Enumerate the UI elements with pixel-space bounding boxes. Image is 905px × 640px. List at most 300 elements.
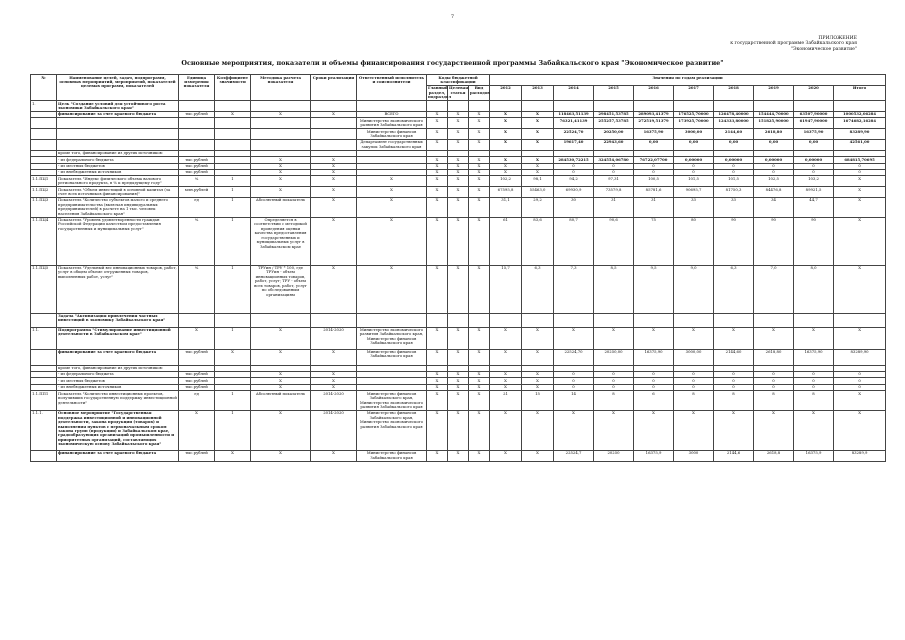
row-name: кроме того, финансирование из других источников: — [57, 150, 179, 156]
row-executor: Министерство финансов Забайкальского края — [357, 349, 427, 365]
row-year-value: Х — [674, 410, 714, 450]
row-period: Х — [311, 111, 357, 117]
row-year-value: 90,6 — [594, 217, 634, 265]
row-year-value: 0 — [794, 378, 834, 384]
row-code-main: Х — [427, 265, 448, 313]
row-year-value: 22524,70 — [554, 349, 594, 365]
row-year-value: 0,00 — [794, 139, 834, 150]
appendix-note — [637, 36, 857, 52]
row-year-value: 0 — [794, 163, 834, 169]
row-unit: Х — [179, 410, 215, 450]
row-code-type: Х — [469, 378, 490, 384]
row-year-value: 6,3 — [714, 265, 754, 313]
table-row — [31, 139, 886, 150]
header-year-2012: 2012 — [490, 85, 522, 100]
row-year-value — [714, 313, 754, 327]
row-year-value: 0 — [754, 384, 794, 390]
appendix-line-3: "Экономическое развитие" — [790, 46, 857, 52]
row-executor — [357, 101, 427, 112]
row-year-value: 14 — [554, 391, 594, 411]
row-year-value: Х — [490, 384, 522, 390]
row-year-value: 0,00000 — [794, 157, 834, 163]
row-method: Абсолютный показатель — [251, 197, 311, 217]
row-unit: % — [179, 217, 215, 265]
row-name: Задача "Активизация привлечения частных инвестиций в экономику Забайкальского края" — [57, 313, 179, 327]
row-year-value — [674, 101, 714, 112]
row-year-value: Х — [522, 157, 554, 163]
row-year-value: 0,00 — [754, 139, 794, 150]
row-total: 0 — [834, 371, 886, 377]
row-year-value: 16375,90 — [794, 349, 834, 365]
row-unit — [179, 118, 215, 129]
row-year-value: Х — [522, 327, 554, 349]
row-year-value: Х — [490, 163, 522, 169]
row-year-value: Х — [490, 327, 522, 349]
row-year-value: 90 — [754, 217, 794, 265]
row-code-main: Х — [427, 450, 448, 461]
row-year-value: 0,00 — [634, 139, 674, 150]
row-year-value: 9,0 — [674, 265, 714, 313]
row-year-value: 61 — [490, 217, 522, 265]
row-code-target: Х — [448, 378, 469, 384]
row-year-value: Х — [522, 139, 554, 150]
row-code-target: Х — [448, 371, 469, 377]
row-year-value — [634, 313, 674, 327]
row-year-value: 29,2 — [522, 197, 554, 217]
row-unit: млн.рублей — [179, 187, 215, 198]
row-executor: Х — [357, 265, 427, 313]
header-executor: Ответственный исполнитель и соисполнители — [357, 75, 427, 101]
table-row — [31, 391, 886, 411]
row-year-value: 76722,07700 — [634, 157, 674, 163]
row-method: Х — [251, 450, 311, 461]
row-year-value: 34 — [754, 197, 794, 217]
row-period: Х — [311, 169, 357, 175]
appendix-line-2: к государственной программе Забайкальского края — [730, 41, 857, 47]
row-year-value: Х — [522, 163, 554, 169]
row-year-value: Х — [522, 410, 554, 450]
row-year-value: 30 — [554, 197, 594, 217]
row-year-value: 0,00000 — [714, 157, 754, 163]
row-year-value: 20250,00 — [594, 349, 634, 365]
row-coef: 1 — [215, 176, 251, 187]
row-period — [311, 139, 357, 150]
row-year-value: 2144,60 — [714, 349, 754, 365]
row-year-value: 8 — [754, 391, 794, 411]
row-code-target: Х — [448, 384, 469, 390]
row-coef: 1 — [215, 410, 251, 450]
row-method: Определяется в соответствии с методикой проведения оценки качества предоставления государственных и муниципальных услуг в Забайкальском крае — [251, 217, 311, 265]
row-year-value: 0,00 — [674, 139, 714, 150]
row-code-main: Х — [427, 111, 448, 117]
row-year-value: Х — [594, 410, 634, 450]
row-coef — [215, 101, 251, 112]
row-year-value: 0 — [754, 378, 794, 384]
row-year-value: 3000 — [674, 450, 714, 461]
table-row — [31, 101, 886, 112]
row-total: Х — [834, 327, 886, 349]
row-code-target: Х — [448, 176, 469, 187]
row-number: 1.1.1. — [31, 410, 57, 450]
row-year-value: 80 — [674, 217, 714, 265]
row-year-value: 0 — [714, 163, 754, 169]
row-year-value: 0 — [634, 378, 674, 384]
row-year-value: 7,0 — [754, 265, 794, 313]
row-year-value: Х — [522, 378, 554, 384]
row-name: Цель "Создание условий для устойчивого роста экономики Забайкальского края" — [57, 101, 179, 112]
row-year-value: 0 — [794, 384, 834, 390]
row-method: Х — [251, 176, 311, 187]
row-code-type: Х — [469, 450, 490, 461]
row-name: кроме того, финансирование из других источников: — [57, 365, 179, 371]
header-code-type: Вид расходов — [469, 85, 490, 100]
row-coef: Х — [215, 111, 251, 117]
row-period: 2014-2020 — [311, 327, 357, 349]
row-year-value: 101,5 — [714, 176, 754, 187]
row-year-value: 2144,6 — [714, 450, 754, 461]
row-period: Х — [311, 217, 357, 265]
row-code-main: Х — [427, 197, 448, 217]
row-year-value — [490, 101, 522, 112]
row-year-value: 0 — [714, 384, 754, 390]
row-year-value: 15 — [522, 391, 554, 411]
row-total: 1000532,06284 — [834, 111, 886, 117]
row-code-main: Х — [427, 349, 448, 365]
row-period — [311, 129, 357, 140]
row-year-value: 33 — [674, 197, 714, 217]
row-code-type: Х — [469, 163, 490, 169]
row-coef: 1 — [215, 265, 251, 313]
row-code-main: Х — [427, 118, 448, 129]
row-method: Х — [251, 111, 311, 117]
row-period: Х — [311, 157, 357, 163]
row-year-value: 8 — [594, 391, 634, 411]
row-total: 83289,90 — [834, 129, 886, 140]
row-year-value: 97,31 — [594, 176, 634, 187]
row-year-value: 0 — [634, 384, 674, 390]
row-code-type: Х — [469, 265, 490, 313]
row-code-type: Х — [469, 169, 490, 175]
row-name: Показатель "Удельный вес инновационных товаров, работ, услуг в общем объеме отгруженных товаров, выполненных работ, услуг" — [57, 265, 179, 313]
row-year-value: Х — [714, 327, 754, 349]
row-executor — [357, 313, 427, 327]
row-code-target: Х — [448, 327, 469, 349]
row-year-value: 8 — [794, 391, 834, 411]
row-number: 1.1.ПЦ1 — [31, 176, 57, 187]
row-year-value: 75 — [634, 217, 674, 265]
row-method: Х — [251, 349, 311, 365]
row-number — [31, 139, 57, 150]
row-code-target — [448, 313, 469, 327]
row-total: 42561,00 — [834, 139, 886, 150]
row-year-value: 0 — [594, 371, 634, 377]
row-code-type: Х — [469, 391, 490, 411]
row-total: Х — [834, 197, 886, 217]
row-code-main: Х — [427, 391, 448, 411]
row-year-value: Х — [554, 327, 594, 349]
row-year-value: 0 — [714, 169, 754, 175]
row-year-value: 272519,51379 — [634, 118, 674, 129]
row-total — [834, 313, 886, 327]
row-method — [251, 101, 311, 112]
row-period — [311, 101, 357, 112]
row-year-value: Х — [490, 139, 522, 150]
row-year-value: Х — [634, 410, 674, 450]
row-unit — [179, 139, 215, 150]
row-year-value: Х — [490, 157, 522, 163]
row-coef — [215, 118, 251, 129]
row-name: Показатель "Объем инвестиций в основной капитал (за счет всех источников финансирования)" — [57, 187, 179, 198]
row-year-value: Х — [490, 111, 522, 117]
row-year-value — [674, 313, 714, 327]
row-year-value: Х — [522, 111, 554, 117]
header-code-main: Главный раздел, подраздел — [428, 85, 452, 100]
row-year-value: 31 — [594, 197, 634, 217]
row-period — [311, 118, 357, 129]
row-code-target: Х — [448, 157, 469, 163]
row-year-value: 0 — [674, 169, 714, 175]
row-total: 83289,9 — [834, 450, 886, 461]
row-year-value: Х — [674, 327, 714, 349]
row-year-value: 0 — [754, 371, 794, 377]
row-code-main — [427, 313, 448, 327]
row-number: 1.1.ПП1 — [31, 391, 57, 411]
row-unit — [179, 101, 215, 112]
row-year-value: 63507,90000 — [794, 111, 834, 117]
row-number: 1.1.ПЦ5 — [31, 265, 57, 313]
header-year-2020: 2020 — [794, 85, 834, 100]
row-code-target — [448, 101, 469, 112]
row-total — [834, 101, 886, 112]
header-year-2013: 2013 — [522, 85, 554, 100]
row-year-value: 21 — [490, 391, 522, 411]
row-code-type: Х — [469, 176, 490, 187]
row-code-type: Х — [469, 384, 490, 390]
row-year-value — [754, 313, 794, 327]
table-row — [31, 118, 886, 129]
row-year-value: 31,1 — [490, 197, 522, 217]
row-executor: Х — [357, 217, 427, 265]
row-year-value: 55463,0 — [522, 187, 554, 198]
row-year-value: 0 — [554, 169, 594, 175]
row-year-value: 0 — [794, 169, 834, 175]
row-year-value: 22943,60 — [594, 139, 634, 150]
row-year-value: 324554,06780 — [594, 157, 634, 163]
row-year-value: Х — [714, 410, 754, 450]
row-year-value: 284530,72215 — [554, 157, 594, 163]
row-year-value: Х — [634, 327, 674, 349]
row-code-target: Х — [448, 391, 469, 411]
row-year-value: 255257,53785 — [594, 118, 634, 129]
row-code-main: Х — [427, 217, 448, 265]
appendix-line-1: ПРИЛОЖЕНИЕ — [818, 36, 857, 41]
row-year-value — [594, 313, 634, 327]
row-year-value: 2618,8 — [754, 450, 794, 461]
row-year-value: 94,2 — [554, 176, 594, 187]
row-year-value — [490, 313, 522, 327]
row-code-main: Х — [427, 384, 448, 390]
row-executor: Министерство финансов Забайкальского края, Министерство экономического развития Забайкальского края — [357, 410, 427, 450]
program-table — [30, 74, 886, 462]
row-year-value: 0,00000 — [674, 157, 714, 163]
row-year-value: 80,7 — [554, 217, 594, 265]
row-code-main: Х — [427, 157, 448, 163]
row-year-value: Х — [522, 349, 554, 365]
table-row — [31, 187, 886, 198]
row-year-value: 73579,8 — [594, 187, 634, 198]
row-method — [251, 129, 311, 140]
row-year-value: 20250 — [594, 450, 634, 461]
row-code-type: Х — [469, 129, 490, 140]
row-code-main: Х — [427, 163, 448, 169]
row-year-value: 7,3 — [554, 265, 594, 313]
row-total: Х — [834, 176, 886, 187]
row-name: - из внебюджетных источников — [57, 169, 179, 175]
row-year-value — [794, 313, 834, 327]
row-year-value: 20250,00 — [594, 129, 634, 140]
row-method — [251, 139, 311, 150]
row-code-target: Х — [448, 187, 469, 198]
row-total: 0 — [834, 169, 886, 175]
row-year-value: 69930,9 — [554, 187, 594, 198]
row-year-value: 0 — [674, 163, 714, 169]
row-year-value: Х — [794, 410, 834, 450]
row-period: Х — [311, 163, 357, 169]
row-code-type: Х — [469, 197, 490, 217]
table-row — [31, 265, 886, 313]
row-year-value: 0 — [674, 384, 714, 390]
row-code-target: Х — [448, 169, 469, 175]
header-coef: Коэффициент значимости — [215, 75, 251, 101]
row-code-type: Х — [469, 111, 490, 117]
row-name: - из внебюджетных источников — [57, 384, 179, 390]
row-year-value: Х — [754, 410, 794, 450]
row-year-value — [554, 101, 594, 112]
row-unit: Х — [179, 327, 215, 349]
row-code-main: Х — [427, 371, 448, 377]
row-year-value: 9,5 — [634, 265, 674, 313]
row-year-value: 0 — [594, 169, 634, 175]
row-year-value: 31 — [634, 197, 674, 217]
row-method — [251, 118, 311, 129]
row-year-value: 19617,40 — [554, 139, 594, 150]
header-year-2019: 2019 — [754, 85, 794, 100]
row-code-target: Х — [448, 118, 469, 129]
row-number — [31, 129, 57, 140]
row-year-value: 124333,80000 — [714, 118, 754, 129]
row-code-main: Х — [427, 169, 448, 175]
row-year-value: 0 — [554, 163, 594, 169]
header-unit: Единица измерения показателя — [179, 75, 215, 101]
row-code-type: Х — [469, 217, 490, 265]
row-year-value: 61947,90000 — [794, 118, 834, 129]
row-year-value: 154444,70000 — [754, 111, 794, 117]
row-year-value: 0 — [754, 169, 794, 175]
row-total: 684815,70695 — [834, 157, 886, 163]
row-executor: Х — [357, 176, 427, 187]
header-year-2015: 2015 — [594, 85, 634, 100]
row-name: Подпрограмма "Стимулирование инвестиционной деятельности в Забайкальском крае" — [57, 327, 179, 349]
header-year-2014: 2014 — [554, 85, 594, 100]
row-total: 1674682,16284 — [834, 118, 886, 129]
row-total: 0 — [834, 378, 886, 384]
row-period: Х — [311, 371, 357, 377]
row-method — [251, 313, 311, 327]
row-year-value: 0 — [594, 163, 634, 169]
row-number: 1.1. — [31, 327, 57, 349]
row-method: Х — [251, 384, 311, 390]
row-executor: Х — [357, 187, 427, 198]
row-total: 83289,90 — [834, 349, 886, 365]
row-year-value: 0,00000 — [754, 157, 794, 163]
row-period: Х — [311, 384, 357, 390]
row-year-value: Х — [490, 129, 522, 140]
row-year-value: 2618,80 — [754, 129, 794, 140]
row-year-value: 81750,3 — [714, 187, 754, 198]
row-number: 1.1.ПЦ4 — [31, 217, 57, 265]
row-code-main: Х — [427, 327, 448, 349]
row-executor: Министерство финансов Забайкальского края — [357, 129, 427, 140]
row-year-value: 22524,7 — [554, 450, 594, 461]
row-year-value: Х — [522, 169, 554, 175]
row-year-value: 0 — [594, 378, 634, 384]
row-code-target: Х — [448, 349, 469, 365]
row-method: Х — [251, 378, 311, 384]
row-year-value: 16375,9 — [794, 450, 834, 461]
row-year-value — [594, 101, 634, 112]
row-code-target: Х — [448, 217, 469, 265]
row-coef — [215, 313, 251, 327]
row-coef: Х — [215, 349, 251, 365]
row-name: финансирование за счет краевого бюджета — [57, 111, 179, 117]
row-code-target: Х — [448, 410, 469, 450]
row-method: Х — [251, 327, 311, 349]
header-name: Наименование целей, задач, подпрограмм, основных мероприятий, мероприятий, показателей целевых программ, показателей — [57, 75, 179, 101]
row-year-value: 126478,40000 — [714, 111, 754, 117]
row-year-value: 102,5 — [754, 176, 794, 187]
row-executor: Министерство экономического развития Забайкальского края, Министерство финансов Забайкальского края — [357, 327, 427, 349]
row-code-target: Х — [448, 163, 469, 169]
row-year-value: 0 — [794, 371, 834, 377]
table-row — [31, 313, 886, 327]
row-unit: тыс.рублей — [179, 450, 215, 461]
row-year-value: 0 — [554, 378, 594, 384]
row-number: 1.1.ПЦ2 — [31, 187, 57, 198]
table-row — [31, 176, 886, 187]
row-number — [31, 450, 57, 461]
row-year-value: 0 — [714, 378, 754, 384]
row-period: Х — [311, 450, 357, 461]
row-code-main: Х — [427, 410, 448, 450]
row-code-type — [469, 313, 490, 327]
row-year-value: 90 — [714, 217, 754, 265]
row-unit: тыс.рублей — [179, 157, 215, 163]
row-total: 0 — [834, 384, 886, 390]
row-name: Основное мероприятие "Государственная поддержка инвестиционной и инновационной деятельности, закона продукции (товаров) и выполнения пунктов с первоначальным сроком закона групп (продукции) и Забайкальском крае, градообразующих организаций промышленности и приоритетных организаций, составляющих экономическую основу Забайкальского края" — [57, 410, 179, 450]
header-codes: Коды бюджетной классификации — [427, 75, 490, 86]
row-executor: Департамент государственных закупок Забайкальского края — [357, 139, 427, 150]
row-coef — [215, 129, 251, 140]
row-method: Х — [251, 157, 311, 163]
row-year-value: 84476,8 — [754, 187, 794, 198]
row-period: 2014-2020 — [311, 410, 357, 450]
row-period: Х — [311, 176, 357, 187]
row-code-type: Х — [469, 371, 490, 377]
row-coef — [215, 139, 251, 150]
row-year-value: 0 — [554, 371, 594, 377]
row-year-value: 151825,90000 — [754, 118, 794, 129]
row-number: 1. — [31, 101, 57, 112]
